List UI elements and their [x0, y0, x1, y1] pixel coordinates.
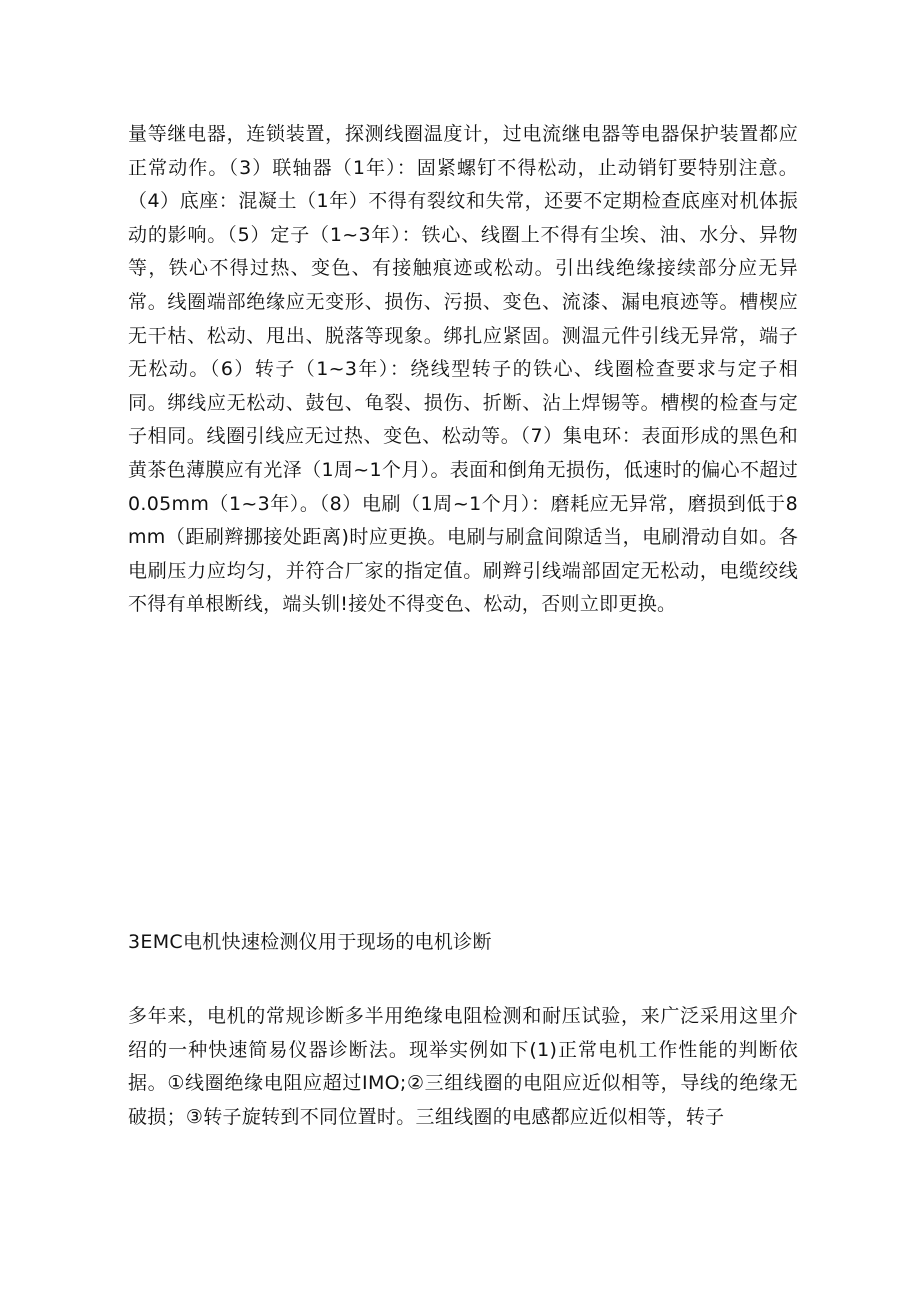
body-paragraph-maintenance: 量等继电器，连锁装置，探测线圈温度计，过电流继电器等电器保护装置都应正常动作。（3）联轴器（1年）：固紧螺钉不得松动，止动销钉要特别注意。（4）底座：混凝土（1年）不得有裂纹和失常，还要不定期检查底座对机体振动的影响。（5）定子（1~3年）：铁心、线圈上不得有尘埃、油、水分、异物等，铁心不得过热、变色、有接触痕迹或松动。引出线绝缘接续部分应无异常。线圈端部绝缘应无变形、损伤、污损、变色、流漆、漏电痕迹等。槽楔应无干枯、松动、甩出、脱落等现象。绑扎应紧固。测温元件引线无异常，端子无松动。（6）转子（1~3年）：绕线型转子的铁心、线圈检查要求与定子相同。绑线应无松动、鼓包、龟裂、损伤、折断、沾上焊锡等。槽楔的检查与定子相同。线圈引线应无过热、变色、松动等。（7）集电环：表面形成的黑色和黄茶色薄膜应有光泽（1周~1个月）。表面和倒角无损伤，低速时的偏心不超过0.05mm（1~3年）。（8）电刷（1周~1个月）：磨耗应无异常，磨损到低于8mm（距刷辫挪接处距离)时应更换。电刷与刷盒间隙适当，电刷滑动自如。各电刷压力应均匀，并符合厂家的指定值。刷辫引线端部固定无松动，电缆绞线不得有单根断线，端头钏!接处不得变色、松动，否则立即更换。: [128, 123, 798, 616]
body-paragraph-diagnosis: 多年来，电机的常规诊断多半用绝缘电阻检测和耐压试验，来广泛采用这里介绍的一种快速简易仪器诊断法。现举实例如下(1)正常电机工作性能的判断依据。①线圈绝缘电阻应超过IMO;②三组线圈的电阻应近似相等，导线的绝缘无破损；③转子旋转到不同位置时。三组线圈的电感都应近似相等，转子: [128, 1005, 798, 1128]
section-heading: 3EMC电机快速检测仪用于现场的电机诊断: [128, 931, 492, 953]
